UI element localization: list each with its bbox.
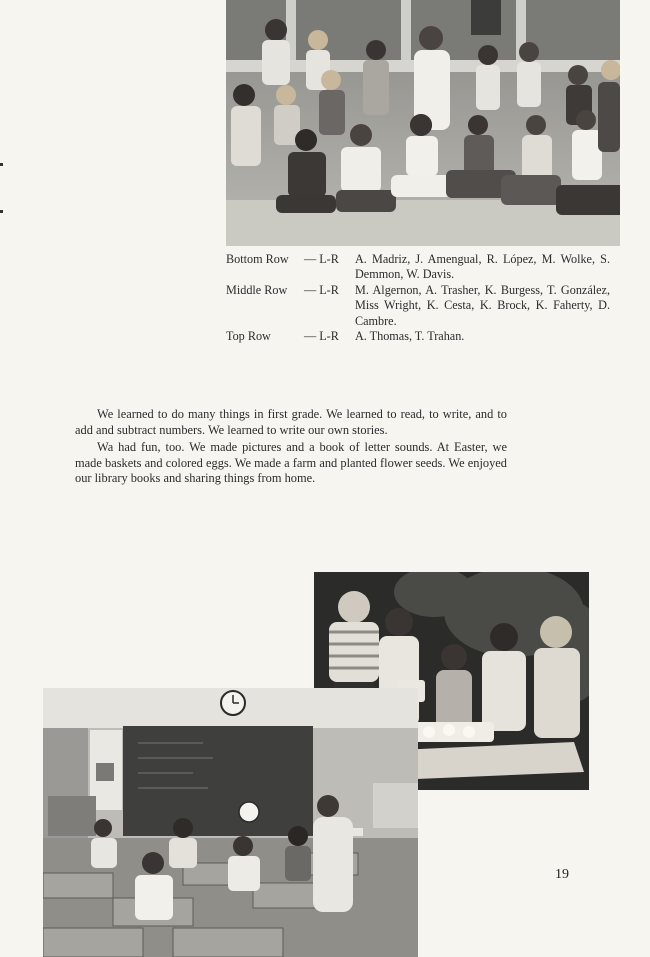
story-paragraph: We learned to do many things in first grade. We learned to read, to write, and to add and subtract numbers. We learned to write our own stories.	[75, 407, 507, 437]
caption-names: A. Thomas, T. Trahan.	[355, 329, 465, 344]
caption-row-label: Top Row	[226, 329, 271, 344]
story-paragraph: Wa had fun, too. We made pictures and a book of letter sounds. At Easter, we made baskets and colored eggs. We made a farm and planted flower seeds. We enjoyed our library books and sharing things from home.	[75, 440, 507, 486]
caption-row-top	[226, 329, 610, 344]
caption-row-middle	[226, 283, 610, 329]
caption-lr: — L-R	[304, 282, 339, 297]
margin-mark	[0, 210, 3, 213]
caption-lr: — L-R	[304, 329, 339, 344]
caption-row-label: Middle Row	[226, 282, 288, 297]
caption-names: M. Algernon, A. Trasher, K. Burgess, T. González, Miss Wright, K. Cesta, K. Brock, K. Faherty, D. Cambre.	[355, 282, 610, 328]
margin-mark	[0, 163, 3, 166]
classroom-photo	[43, 688, 418, 957]
caption-row-bottom	[226, 252, 610, 283]
page-number: 19	[555, 867, 569, 882]
photo-caption	[226, 252, 610, 344]
class-group-photo	[226, 0, 620, 246]
story-text	[75, 407, 507, 489]
caption-names: A. Madriz, J. Amengual, R. López, M. Wolke, S. Demmon, W. Davis.	[355, 252, 610, 282]
caption-lr: — L-R	[304, 252, 339, 266]
caption-row-label: Bottom Row	[226, 252, 289, 266]
